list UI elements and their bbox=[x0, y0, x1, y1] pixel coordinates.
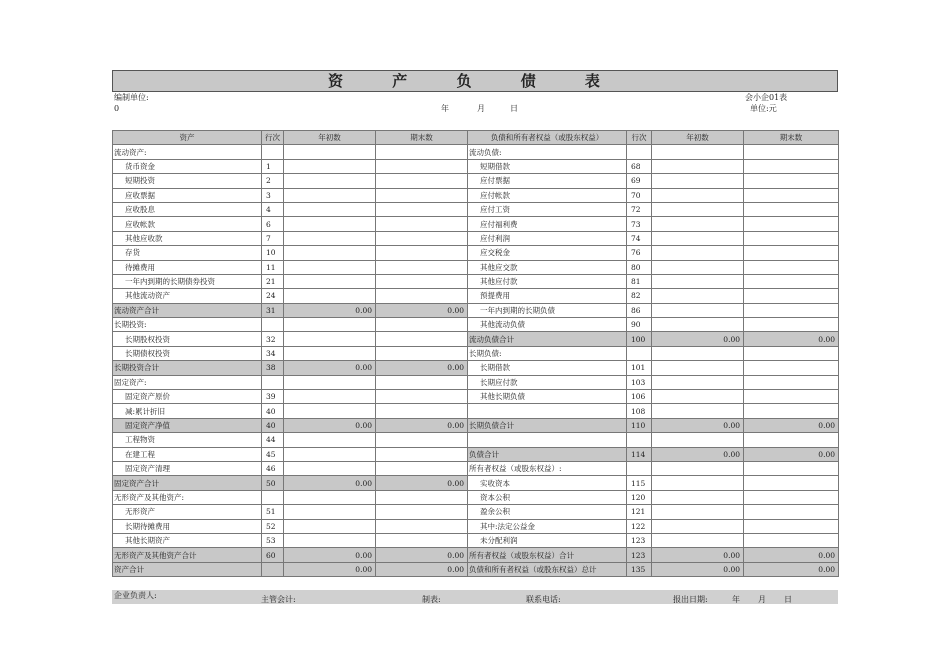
liability-item: 其中:法定公益金 bbox=[468, 519, 627, 533]
asset-item: 货币资金 bbox=[113, 159, 262, 173]
asset-beginning-value[interactable] bbox=[284, 174, 376, 188]
liability-item: 流动负债: bbox=[468, 145, 627, 159]
asset-ending-value[interactable] bbox=[376, 505, 468, 519]
asset-beginning-value[interactable] bbox=[284, 390, 376, 404]
asset-item: 待摊费用 bbox=[113, 260, 262, 274]
liability-beginning-value[interactable] bbox=[652, 404, 744, 418]
liability-line-no: 74 bbox=[627, 231, 652, 245]
table-row bbox=[113, 404, 839, 418]
asset-beginning-value[interactable] bbox=[284, 375, 376, 389]
asset-line-no: 3 bbox=[262, 188, 284, 202]
asset-ending-value[interactable] bbox=[376, 332, 468, 346]
asset-item: 长期股权投资 bbox=[113, 332, 262, 346]
table-row bbox=[113, 174, 839, 188]
liability-ending-value[interactable]: 0.00 bbox=[744, 418, 839, 432]
asset-line-no: 51 bbox=[262, 505, 284, 519]
liability-item: 应付利润 bbox=[468, 231, 627, 245]
asset-item: 无形资产及其他资产: bbox=[113, 490, 262, 504]
liability-line-no bbox=[627, 433, 652, 447]
asset-ending-value[interactable] bbox=[376, 188, 468, 202]
liability-beginning-value[interactable] bbox=[652, 375, 744, 389]
asset-ending-value[interactable] bbox=[376, 390, 468, 404]
liability-item: 预提费用 bbox=[468, 289, 627, 303]
asset-line-no: 2 bbox=[262, 174, 284, 188]
liability-item: 其他长期负债 bbox=[468, 390, 627, 404]
liability-ending-value[interactable] bbox=[744, 274, 839, 288]
liability-ending-value[interactable] bbox=[744, 433, 839, 447]
asset-line-no: 52 bbox=[262, 519, 284, 533]
liability-beginning-value[interactable] bbox=[652, 433, 744, 447]
liability-item: 应付票据 bbox=[468, 174, 627, 188]
asset-ending-value[interactable] bbox=[376, 231, 468, 245]
asset-line-no: 21 bbox=[262, 274, 284, 288]
footer-chief-accountant: 主管会计: bbox=[261, 595, 296, 604]
liability-ending-value[interactable] bbox=[744, 519, 839, 533]
liability-line-no: 100 bbox=[627, 332, 652, 346]
asset-beginning-value[interactable] bbox=[284, 231, 376, 245]
liability-item: 其他流动负债 bbox=[468, 318, 627, 332]
liability-line-no: 72 bbox=[627, 202, 652, 216]
liability-ending-value[interactable] bbox=[744, 375, 839, 389]
asset-item: 在建工程 bbox=[113, 447, 262, 461]
asset-line-no: 40 bbox=[262, 418, 284, 432]
liability-beginning-value[interactable] bbox=[652, 188, 744, 202]
asset-ending-value[interactable] bbox=[376, 217, 468, 231]
table-row bbox=[113, 246, 839, 260]
asset-beginning-value[interactable] bbox=[284, 519, 376, 533]
liability-item: 应付帐款 bbox=[468, 188, 627, 202]
asset-line-no: 32 bbox=[262, 332, 284, 346]
compiling-unit-value[interactable]: 0 bbox=[114, 104, 120, 113]
table-row bbox=[113, 274, 839, 288]
asset-line-no: 7 bbox=[262, 231, 284, 245]
asset-line-no: 38 bbox=[262, 361, 284, 375]
liability-line-no: 110 bbox=[627, 418, 652, 432]
sheet-title: 资 产 负 债 表 bbox=[112, 70, 838, 92]
liability-item: 未分配利润 bbox=[468, 533, 627, 547]
liability-beginning-value[interactable]: 0.00 bbox=[652, 418, 744, 432]
liability-item: 所有者权益（或股东权益）合计 bbox=[468, 548, 627, 562]
asset-beginning-value[interactable]: 0.00 bbox=[284, 562, 376, 576]
liability-ending-value[interactable] bbox=[744, 490, 839, 504]
asset-beginning-value[interactable] bbox=[284, 159, 376, 173]
table-row bbox=[113, 145, 839, 159]
asset-item: 长期债权投资 bbox=[113, 346, 262, 360]
asset-line-no: 45 bbox=[262, 447, 284, 461]
asset-beginning-value[interactable] bbox=[284, 217, 376, 231]
asset-line-no: 46 bbox=[262, 461, 284, 475]
liability-line-no: 82 bbox=[627, 289, 652, 303]
table-row bbox=[113, 303, 839, 317]
header-beginning-right: 年初数 bbox=[652, 131, 744, 145]
liability-beginning-value[interactable] bbox=[652, 346, 744, 360]
asset-line-no: 39 bbox=[262, 390, 284, 404]
asset-ending-value[interactable] bbox=[376, 246, 468, 260]
asset-line-no: 11 bbox=[262, 260, 284, 274]
header-line-no-right: 行次 bbox=[627, 131, 652, 145]
asset-ending-value[interactable]: 0.00 bbox=[376, 562, 468, 576]
footer-year: 年 bbox=[732, 595, 740, 604]
asset-item: 短期投资 bbox=[113, 174, 262, 188]
asset-line-no bbox=[262, 562, 284, 576]
date-year-label: 年 bbox=[441, 104, 449, 113]
asset-item: 固定资产合计 bbox=[113, 476, 262, 490]
asset-line-no bbox=[262, 318, 284, 332]
asset-item: 固定资产净值 bbox=[113, 418, 262, 432]
table-row bbox=[113, 318, 839, 332]
asset-beginning-value[interactable] bbox=[284, 274, 376, 288]
liability-beginning-value[interactable] bbox=[652, 318, 744, 332]
asset-line-no: 6 bbox=[262, 217, 284, 231]
liability-item: 应交税金 bbox=[468, 246, 627, 260]
liability-ending-value[interactable] bbox=[744, 404, 839, 418]
footer-report-date: 报出日期: bbox=[673, 595, 708, 604]
asset-beginning-value[interactable] bbox=[284, 533, 376, 547]
liability-line-no bbox=[627, 461, 652, 475]
liability-line-no: 76 bbox=[627, 246, 652, 260]
asset-ending-value[interactable] bbox=[376, 346, 468, 360]
asset-beginning-value[interactable] bbox=[284, 505, 376, 519]
liability-ending-value[interactable] bbox=[744, 246, 839, 260]
liability-item: 盈余公积 bbox=[468, 505, 627, 519]
liability-line-no bbox=[627, 145, 652, 159]
asset-ending-value[interactable]: 0.00 bbox=[376, 303, 468, 317]
asset-item: 无形资产及其他资产合计 bbox=[113, 548, 262, 562]
table-row bbox=[113, 447, 839, 461]
liability-beginning-value[interactable] bbox=[652, 461, 744, 475]
liability-item bbox=[468, 404, 627, 418]
form-code: 会小企01表 bbox=[745, 93, 788, 102]
liability-ending-value[interactable] bbox=[744, 505, 839, 519]
asset-line-no: 10 bbox=[262, 246, 284, 260]
table-row bbox=[113, 433, 839, 447]
liability-line-no: 120 bbox=[627, 490, 652, 504]
asset-ending-value[interactable] bbox=[376, 202, 468, 216]
liability-ending-value[interactable] bbox=[744, 188, 839, 202]
liability-line-no bbox=[627, 346, 652, 360]
liability-line-no: 90 bbox=[627, 318, 652, 332]
liability-beginning-value[interactable] bbox=[652, 505, 744, 519]
liability-beginning-value[interactable] bbox=[652, 159, 744, 173]
asset-item: 资产合计 bbox=[113, 562, 262, 576]
table-row bbox=[113, 375, 839, 389]
asset-ending-value[interactable]: 0.00 bbox=[376, 476, 468, 490]
asset-item: 存货 bbox=[113, 246, 262, 260]
liability-line-no: 81 bbox=[627, 274, 652, 288]
asset-ending-value[interactable] bbox=[376, 274, 468, 288]
asset-item: 固定资产: bbox=[113, 375, 262, 389]
asset-line-no: 24 bbox=[262, 289, 284, 303]
asset-beginning-value[interactable]: 0.00 bbox=[284, 303, 376, 317]
asset-ending-value[interactable]: 0.00 bbox=[376, 548, 468, 562]
liability-ending-value[interactable]: 0.00 bbox=[744, 447, 839, 461]
asset-beginning-value[interactable] bbox=[284, 289, 376, 303]
asset-item: 流动资产: bbox=[113, 145, 262, 159]
liability-beginning-value[interactable] bbox=[652, 361, 744, 375]
asset-beginning-value[interactable]: 0.00 bbox=[284, 418, 376, 432]
asset-line-no: 34 bbox=[262, 346, 284, 360]
liability-item: 一年内到期的长期负债 bbox=[468, 303, 627, 317]
asset-ending-value[interactable] bbox=[376, 490, 468, 504]
liability-beginning-value[interactable] bbox=[652, 217, 744, 231]
liability-item: 长期负债: bbox=[468, 346, 627, 360]
header-beginning: 年初数 bbox=[284, 131, 376, 145]
table-row bbox=[113, 159, 839, 173]
liability-ending-value[interactable] bbox=[744, 159, 839, 173]
table-row bbox=[113, 361, 839, 375]
asset-item: 工程物资 bbox=[113, 433, 262, 447]
asset-item: 长期投资合计 bbox=[113, 361, 262, 375]
liability-item: 长期应付款 bbox=[468, 375, 627, 389]
liability-item: 所有者权益（或股东权益）: bbox=[468, 461, 627, 475]
liability-item: 流动负债合计 bbox=[468, 332, 627, 346]
liability-ending-value[interactable] bbox=[744, 145, 839, 159]
liability-item: 长期借款 bbox=[468, 361, 627, 375]
footer-owner: 企业负责人: bbox=[114, 591, 157, 600]
asset-line-no: 60 bbox=[262, 548, 284, 562]
asset-ending-value[interactable] bbox=[376, 159, 468, 173]
asset-line-no bbox=[262, 490, 284, 504]
asset-item: 固定资产原价 bbox=[113, 390, 262, 404]
asset-beginning-value[interactable]: 0.00 bbox=[284, 548, 376, 562]
asset-ending-value[interactable] bbox=[376, 533, 468, 547]
asset-item: 流动资产合计 bbox=[113, 303, 262, 317]
asset-beginning-value[interactable] bbox=[284, 246, 376, 260]
table-row bbox=[113, 548, 839, 562]
table-row bbox=[113, 519, 839, 533]
liability-line-no: 69 bbox=[627, 174, 652, 188]
liability-item: 短期借款 bbox=[468, 159, 627, 173]
table-row bbox=[113, 217, 839, 231]
liability-line-no: 123 bbox=[627, 533, 652, 547]
liability-item: 实收资本 bbox=[468, 476, 627, 490]
table-row bbox=[113, 202, 839, 216]
liability-ending-value[interactable] bbox=[744, 202, 839, 216]
liability-line-no: 68 bbox=[627, 159, 652, 173]
footer-month: 月 bbox=[758, 595, 766, 604]
table-row bbox=[113, 260, 839, 274]
liability-line-no: 73 bbox=[627, 217, 652, 231]
liability-beginning-value[interactable] bbox=[652, 303, 744, 317]
liability-item: 长期负债合计 bbox=[468, 418, 627, 432]
asset-line-no: 1 bbox=[262, 159, 284, 173]
liability-item bbox=[468, 433, 627, 447]
liability-line-no: 86 bbox=[627, 303, 652, 317]
asset-ending-value[interactable]: 0.00 bbox=[376, 418, 468, 432]
asset-beginning-value[interactable] bbox=[284, 490, 376, 504]
asset-item: 一年内到期的长期债券投资 bbox=[113, 274, 262, 288]
table-row bbox=[113, 390, 839, 404]
asset-ending-value[interactable] bbox=[376, 433, 468, 447]
asset-line-no: 4 bbox=[262, 202, 284, 216]
liability-line-no: 123 bbox=[627, 548, 652, 562]
liability-item: 其他应交款 bbox=[468, 260, 627, 274]
liability-beginning-value[interactable] bbox=[652, 533, 744, 547]
liability-line-no: 108 bbox=[627, 404, 652, 418]
asset-item: 无形资产 bbox=[113, 505, 262, 519]
asset-item: 应收股息 bbox=[113, 202, 262, 216]
asset-beginning-value[interactable]: 0.00 bbox=[284, 476, 376, 490]
table-row bbox=[113, 476, 839, 490]
table-row bbox=[113, 533, 839, 547]
asset-ending-value[interactable] bbox=[376, 174, 468, 188]
asset-item: 应收帐款 bbox=[113, 217, 262, 231]
asset-beginning-value[interactable] bbox=[284, 202, 376, 216]
liability-ending-value[interactable] bbox=[744, 217, 839, 231]
liability-ending-value[interactable] bbox=[744, 533, 839, 547]
liability-item: 资本公积 bbox=[468, 490, 627, 504]
header-ending-right: 期末数 bbox=[744, 131, 839, 145]
liability-item: 其他应付款 bbox=[468, 274, 627, 288]
liability-beginning-value[interactable]: 0.00 bbox=[652, 447, 744, 461]
balance-sheet-table bbox=[112, 130, 839, 577]
asset-ending-value[interactable] bbox=[376, 375, 468, 389]
asset-line-no: 31 bbox=[262, 303, 284, 317]
footer-day: 日 bbox=[784, 595, 792, 604]
liability-ending-value[interactable] bbox=[744, 390, 839, 404]
liability-ending-value[interactable] bbox=[744, 289, 839, 303]
liability-line-no: 135 bbox=[627, 562, 652, 576]
asset-item: 长期待摊费用 bbox=[113, 519, 262, 533]
table-row bbox=[113, 562, 839, 576]
liability-ending-value[interactable]: 0.00 bbox=[744, 332, 839, 346]
liability-beginning-value[interactable] bbox=[652, 246, 744, 260]
liability-item: 负债和所有者权益（或股东权益）总计 bbox=[468, 562, 627, 576]
asset-item: 固定资产清理 bbox=[113, 461, 262, 475]
liability-ending-value[interactable]: 0.00 bbox=[744, 562, 839, 576]
liability-line-no: 70 bbox=[627, 188, 652, 202]
asset-beginning-value[interactable] bbox=[284, 145, 376, 159]
liability-ending-value[interactable] bbox=[744, 461, 839, 475]
asset-ending-value[interactable] bbox=[376, 260, 468, 274]
table-row bbox=[113, 346, 839, 360]
asset-beginning-value[interactable] bbox=[284, 461, 376, 475]
table-row bbox=[113, 490, 839, 504]
liability-line-no: 121 bbox=[627, 505, 652, 519]
liability-beginning-value[interactable] bbox=[652, 145, 744, 159]
liability-line-no: 114 bbox=[627, 447, 652, 461]
liability-line-no: 115 bbox=[627, 476, 652, 490]
asset-item: 其他应收款 bbox=[113, 231, 262, 245]
asset-beginning-value[interactable] bbox=[284, 188, 376, 202]
table-row bbox=[113, 505, 839, 519]
currency-unit: 单位:元 bbox=[750, 104, 777, 113]
liability-ending-value[interactable]: 0.00 bbox=[744, 548, 839, 562]
asset-beginning-value[interactable] bbox=[284, 332, 376, 346]
table-row bbox=[113, 231, 839, 245]
liability-beginning-value[interactable]: 0.00 bbox=[652, 332, 744, 346]
asset-line-no bbox=[262, 145, 284, 159]
liability-beginning-value[interactable] bbox=[652, 476, 744, 490]
asset-beginning-value[interactable] bbox=[284, 346, 376, 360]
date-month-label: 月 bbox=[477, 104, 485, 113]
header-line-no: 行次 bbox=[262, 131, 284, 145]
header-assets: 资产 bbox=[113, 131, 262, 145]
liability-item: 应付工资 bbox=[468, 202, 627, 216]
liability-item: 负债合计 bbox=[468, 447, 627, 461]
liability-beginning-value[interactable] bbox=[652, 289, 744, 303]
table-row bbox=[113, 461, 839, 475]
footer-phone: 联系电话: bbox=[526, 595, 561, 604]
liability-ending-value[interactable] bbox=[744, 346, 839, 360]
liability-ending-value[interactable] bbox=[744, 174, 839, 188]
asset-ending-value[interactable] bbox=[376, 447, 468, 461]
asset-item: 减:累计折旧 bbox=[113, 404, 262, 418]
signature-footer bbox=[112, 590, 838, 604]
liability-beginning-value[interactable]: 0.00 bbox=[652, 562, 744, 576]
liability-line-no: 106 bbox=[627, 390, 652, 404]
asset-ending-value[interactable]: 0.00 bbox=[376, 361, 468, 375]
header-ending: 期末数 bbox=[376, 131, 468, 145]
liability-ending-value[interactable] bbox=[744, 361, 839, 375]
asset-beginning-value[interactable] bbox=[284, 260, 376, 274]
date-day-label: 日 bbox=[510, 104, 518, 113]
table-row bbox=[113, 188, 839, 202]
asset-beginning-value[interactable] bbox=[284, 318, 376, 332]
asset-item: 应收票据 bbox=[113, 188, 262, 202]
compiling-unit-label: 编制单位: bbox=[114, 93, 149, 102]
asset-ending-value[interactable] bbox=[376, 519, 468, 533]
liability-ending-value[interactable] bbox=[744, 318, 839, 332]
asset-ending-value[interactable] bbox=[376, 289, 468, 303]
liability-ending-value[interactable] bbox=[744, 303, 839, 317]
liability-line-no: 80 bbox=[627, 260, 652, 274]
liability-beginning-value[interactable] bbox=[652, 202, 744, 216]
liability-line-no: 101 bbox=[627, 361, 652, 375]
liability-beginning-value[interactable] bbox=[652, 231, 744, 245]
asset-ending-value[interactable] bbox=[376, 404, 468, 418]
liability-beginning-value[interactable]: 0.00 bbox=[652, 548, 744, 562]
liability-beginning-value[interactable] bbox=[652, 390, 744, 404]
liability-ending-value[interactable] bbox=[744, 231, 839, 245]
liability-ending-value[interactable] bbox=[744, 260, 839, 274]
asset-line-no: 40 bbox=[262, 404, 284, 418]
asset-beginning-value[interactable]: 0.00 bbox=[284, 361, 376, 375]
footer-preparer: 制表: bbox=[422, 595, 441, 604]
table-row bbox=[113, 332, 839, 346]
liability-beginning-value[interactable] bbox=[652, 519, 744, 533]
asset-line-no bbox=[262, 375, 284, 389]
liability-beginning-value[interactable] bbox=[652, 274, 744, 288]
table-header-row bbox=[113, 131, 839, 145]
header-liabilities-equity: 负债和所有者权益（或股东权益） bbox=[468, 131, 627, 145]
asset-beginning-value[interactable] bbox=[284, 447, 376, 461]
asset-beginning-value[interactable] bbox=[284, 404, 376, 418]
asset-item: 其他流动资产 bbox=[113, 289, 262, 303]
liability-item: 应付福利费 bbox=[468, 217, 627, 231]
liability-line-no: 103 bbox=[627, 375, 652, 389]
liability-line-no: 122 bbox=[627, 519, 652, 533]
asset-line-no: 50 bbox=[262, 476, 284, 490]
asset-ending-value[interactable] bbox=[376, 461, 468, 475]
table-row bbox=[113, 418, 839, 432]
asset-ending-value[interactable] bbox=[376, 145, 468, 159]
asset-item: 其他长期资产 bbox=[113, 533, 262, 547]
asset-ending-value[interactable] bbox=[376, 318, 468, 332]
liability-ending-value[interactable] bbox=[744, 476, 839, 490]
asset-line-no: 53 bbox=[262, 533, 284, 547]
asset-item: 长期投资: bbox=[113, 318, 262, 332]
liability-beginning-value[interactable] bbox=[652, 260, 744, 274]
asset-beginning-value[interactable] bbox=[284, 433, 376, 447]
liability-beginning-value[interactable] bbox=[652, 174, 744, 188]
liability-beginning-value[interactable] bbox=[652, 490, 744, 504]
asset-line-no: 44 bbox=[262, 433, 284, 447]
table-row bbox=[113, 289, 839, 303]
